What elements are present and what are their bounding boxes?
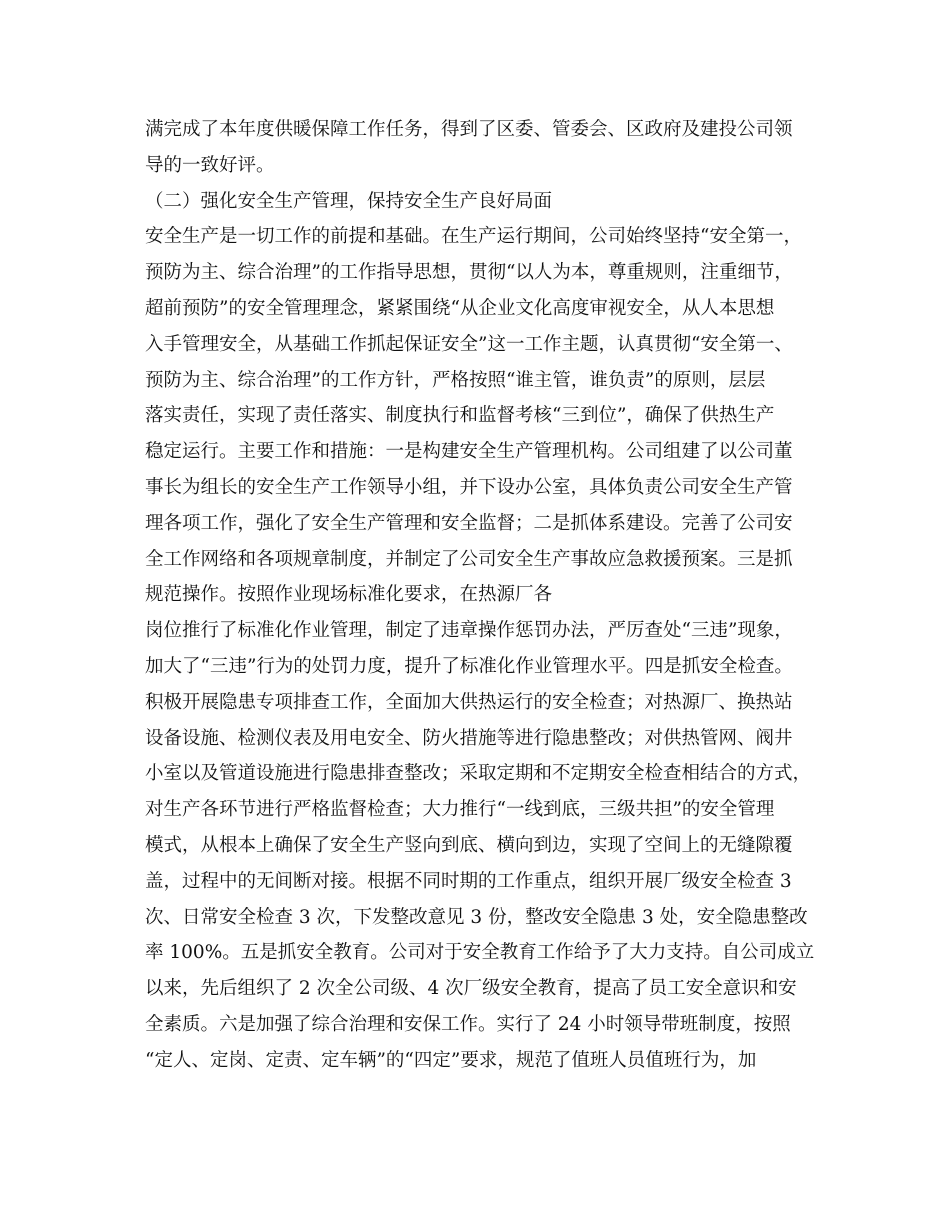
text-line: 设备设施、检测仪表及用电安全、防火措施等进行隐患整改；对供热管网、阀井 [145, 727, 793, 749]
section-heading: （二）强化安全生产管理，保持安全生产良好局面 [145, 190, 553, 212]
text-line: 安全生产是一切工作的前提和基础。在生产运行期间，公司始终坚持“安全第一， [145, 226, 802, 248]
text-line: 率 100%。五是抓安全教育。公司对于安全教育工作给予了大力支持。自公司成立 [145, 942, 815, 964]
text-line: 事长为组长的安全生产工作领导小组，并下设办公室，具体负责公司安全生产管 [145, 476, 793, 498]
text-line: 导的一致好评。 [145, 154, 275, 176]
text-line: 模式，从根本上确保了安全生产竖向到底、横向到边，实现了空间上的无缝隙覆 [145, 834, 793, 856]
text-line: 超前预防”的安全管理理念，紧紧围绕“从企业文化高度审视安全，从人本思想 [145, 297, 775, 319]
text-line: 岗位推行了标准化作业管理，制定了违章操作惩罚办法，严厉查处“三违”现象， [145, 620, 793, 642]
text-line: 稳定运行。主要工作和措施：一是构建安全生产管理机构。公司组建了以公司董 [145, 441, 793, 463]
text-line: 预防为主、综合治理”的工作方针，严格按照“谁主管，谁负责”的原则，层层 [145, 369, 766, 391]
text-line: 入手管理安全，从基础工作抓起保证安全”这一工作主题，认真贯彻“安全第一、 [145, 333, 793, 355]
text-line: 小室以及管道设施进行隐患排查整改；采取定期和不定期安全检查相结合的方式， [145, 763, 812, 785]
text-line: 全工作网络和各项规章制度，并制定了公司安全生产事故应急救援预案。三是抓 [145, 548, 793, 570]
text-line: 预防为主、综合治理”的工作指导思想，贯彻“以人为本，尊重规则，注重细节， [145, 262, 793, 284]
text-line: 盖，过程中的无间断对接。根据不同时期的工作重点，组织开展厂级安全检查 3 [145, 870, 792, 892]
text-line: 全素质。六是加强了综合治理和安保工作。实行了 24 小时领导带班制度，按照 [145, 1013, 791, 1035]
text-line: 积极开展隐患专项排查工作，全面加大供热运行的安全检查；对热源厂、换热站 [145, 691, 793, 713]
document-body [145, 112, 815, 1079]
text-line: “定人、定岗、定责、定车辆”的“四定”要求，规范了值班人员值班行为，加 [145, 1049, 757, 1071]
text-line: 加大了“三违”行为的处罚力度，提升了标准化作业管理水平。四是抓安全检查。 [145, 655, 793, 677]
text-line: 规范操作。按照作业现场标准化要求，在热源厂各 [145, 584, 553, 606]
text-line: 理各项工作，强化了安全生产管理和安全监督；二是抓体系建设。完善了公司安 [145, 512, 793, 534]
text-line: 满完成了本年度供暖保障工作任务，得到了区委、管委会、区政府及建投公司领 [145, 119, 793, 140]
text-line: 次、日常安全检查 3 次，下发整改意见 3 份，整改安全隐患 3 处，安全隐患整改 [145, 906, 808, 928]
text-line: 对生产各环节进行严格监督检查；大力推行“一线到底，三级共担”的安全管理 [145, 799, 775, 821]
text-line: 落实责任，实现了责任落实、制度执行和监督考核“三到位”，确保了供热生产 [145, 405, 775, 427]
text-line: 以来，先后组织了 2 次全公司级、4 次厂级安全教育，提高了员工安全意识和安 [145, 978, 797, 1000]
